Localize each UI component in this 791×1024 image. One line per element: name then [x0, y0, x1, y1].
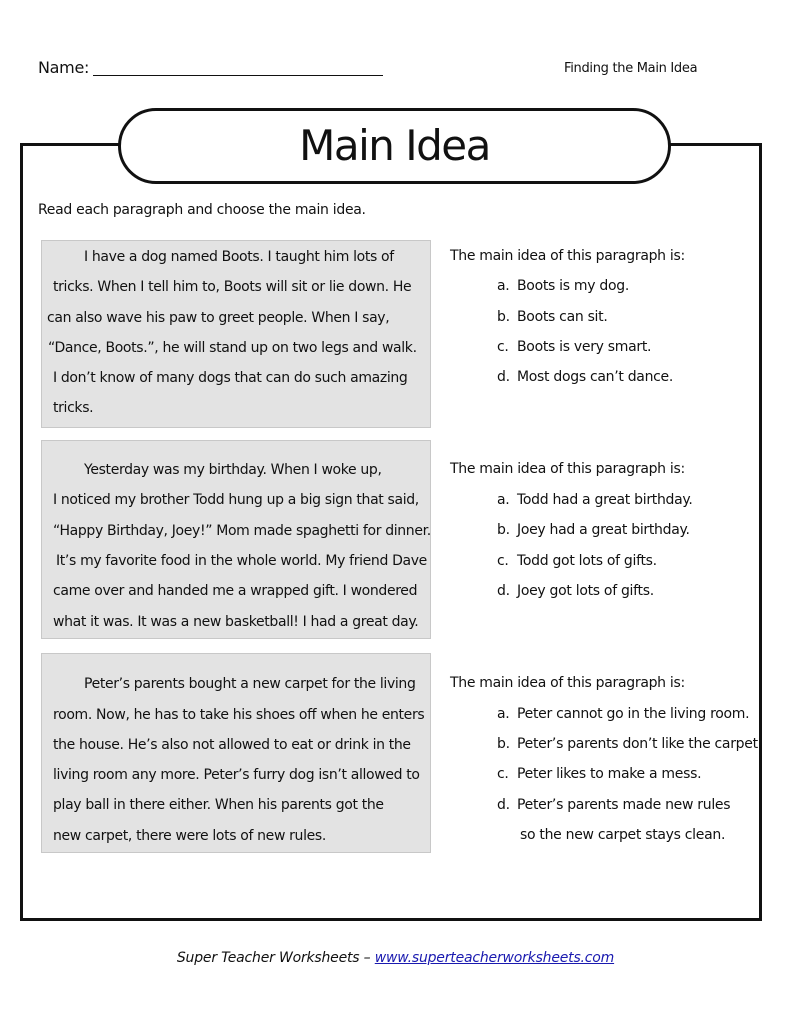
- option-letter: d.: [497, 369, 510, 385]
- answer-option-b[interactable]: [497, 734, 762, 754]
- option-text: Joey had a great birthday.: [517, 522, 690, 538]
- option-letter: d.: [497, 583, 510, 599]
- answer-option-b[interactable]: [497, 307, 608, 327]
- option-text: Most dogs can’t dance.: [517, 369, 673, 385]
- question-2: [450, 459, 770, 609]
- question-prompt: The main idea of this paragraph is:: [450, 461, 685, 477]
- footer-separator: –: [363, 950, 371, 966]
- worksheet-topic: Finding the Main Idea: [564, 61, 698, 76]
- option-text: Boots is very smart.: [517, 339, 652, 355]
- answer-option-c[interactable]: [497, 551, 657, 571]
- passage-line: came over and handed me a wrapped gift. I wondered: [53, 583, 418, 599]
- option-letter: a.: [497, 706, 510, 722]
- option-letter: a.: [497, 278, 510, 294]
- passage-line: “Dance, Boots.”, he will stand up on two legs and walk.: [48, 340, 417, 356]
- footer-brand: Super Teacher Worksheets: [176, 950, 360, 966]
- option-text: Boots is my dog.: [517, 278, 629, 294]
- option-letter: a.: [497, 492, 510, 508]
- question-1: [450, 246, 770, 396]
- passage-line: I don’t know of many dogs that can do such amazing: [53, 370, 408, 386]
- passage-line: Peter’s parents bought a new carpet for the living: [84, 676, 416, 692]
- option-text: Joey got lots of gifts.: [517, 583, 654, 599]
- answer-option-a[interactable]: [497, 704, 749, 724]
- option-letter: b.: [497, 522, 510, 538]
- passage-line: room. Now, he has to take his shoes off when he enters: [53, 707, 425, 723]
- option-text: Peter’s parents made new rules: [517, 797, 731, 813]
- name-label: Name:: [38, 58, 90, 77]
- option-letter: d.: [497, 797, 510, 813]
- passage-line: living room any more. Peter’s furry dog isn’t allowed to: [53, 767, 420, 783]
- answer-option-c[interactable]: [497, 337, 651, 357]
- option-text: Peter cannot go in the living room.: [517, 706, 750, 722]
- footer: [0, 950, 791, 966]
- passage-line: I have a dog named Boots. I taught him lots of: [84, 249, 394, 265]
- passage-line: “Happy Birthday, Joey!” Mom made spaghetti for dinner.: [53, 523, 431, 539]
- passage-line: new carpet, there were lots of new rules.: [53, 828, 326, 844]
- passage-line: tricks. When I tell him to, Boots will sit or lie down. He: [53, 279, 412, 295]
- answer-option-a[interactable]: [497, 276, 629, 296]
- passage-line: Yesterday was my birthday. When I woke up,: [84, 462, 382, 478]
- answer-option-d-continuation: so the new carpet stays clean.: [520, 827, 726, 843]
- option-text: Boots can sit.: [517, 309, 608, 325]
- passage-line: what it was. It was a new basketball! I had a great day.: [53, 614, 419, 630]
- passage-line: It’s my favorite food in the whole world. My friend Dave: [56, 553, 427, 569]
- title-banner: [118, 108, 671, 184]
- passage-box-3: [41, 653, 431, 853]
- passage-box-2: [41, 440, 431, 639]
- page-title: Main Idea: [299, 121, 490, 170]
- answer-option-d[interactable]: [497, 795, 730, 815]
- answer-option-a[interactable]: [497, 490, 693, 510]
- option-letter: b.: [497, 736, 510, 752]
- option-letter: b.: [497, 309, 510, 325]
- option-text: Todd got lots of gifts.: [517, 553, 657, 569]
- passage-line: I noticed my brother Todd hung up a big sign that said,: [53, 492, 419, 508]
- answer-option-d[interactable]: [497, 367, 673, 387]
- question-3: [450, 673, 770, 853]
- answer-option-c[interactable]: [497, 764, 701, 784]
- passage-box-1: [41, 240, 431, 428]
- option-text: Peter likes to make a mess.: [517, 766, 702, 782]
- footer-link[interactable]: www.superteacherworksheets.com: [374, 950, 615, 966]
- option-text: Todd had a great birthday.: [517, 492, 693, 508]
- passage-line: can also wave his paw to greet people. When I say,: [47, 310, 390, 326]
- option-letter: c.: [497, 766, 509, 782]
- passage-line: the house. He’s also not allowed to eat or drink in the: [53, 737, 411, 753]
- answer-option-d[interactable]: [497, 581, 654, 601]
- question-prompt: The main idea of this paragraph is:: [450, 675, 685, 691]
- passage-line: tricks.: [53, 400, 94, 416]
- passage-line: play ball in there either. When his parents got the: [53, 797, 384, 813]
- answer-option-b[interactable]: [497, 520, 690, 540]
- option-letter: c.: [497, 553, 509, 569]
- option-text: Peter’s parents don’t like the carpet.: [517, 736, 762, 752]
- option-letter: c.: [497, 339, 509, 355]
- name-blank-line[interactable]: [93, 75, 383, 76]
- instructions: Read each paragraph and choose the main idea.: [38, 202, 366, 218]
- question-prompt: The main idea of this paragraph is:: [450, 248, 685, 264]
